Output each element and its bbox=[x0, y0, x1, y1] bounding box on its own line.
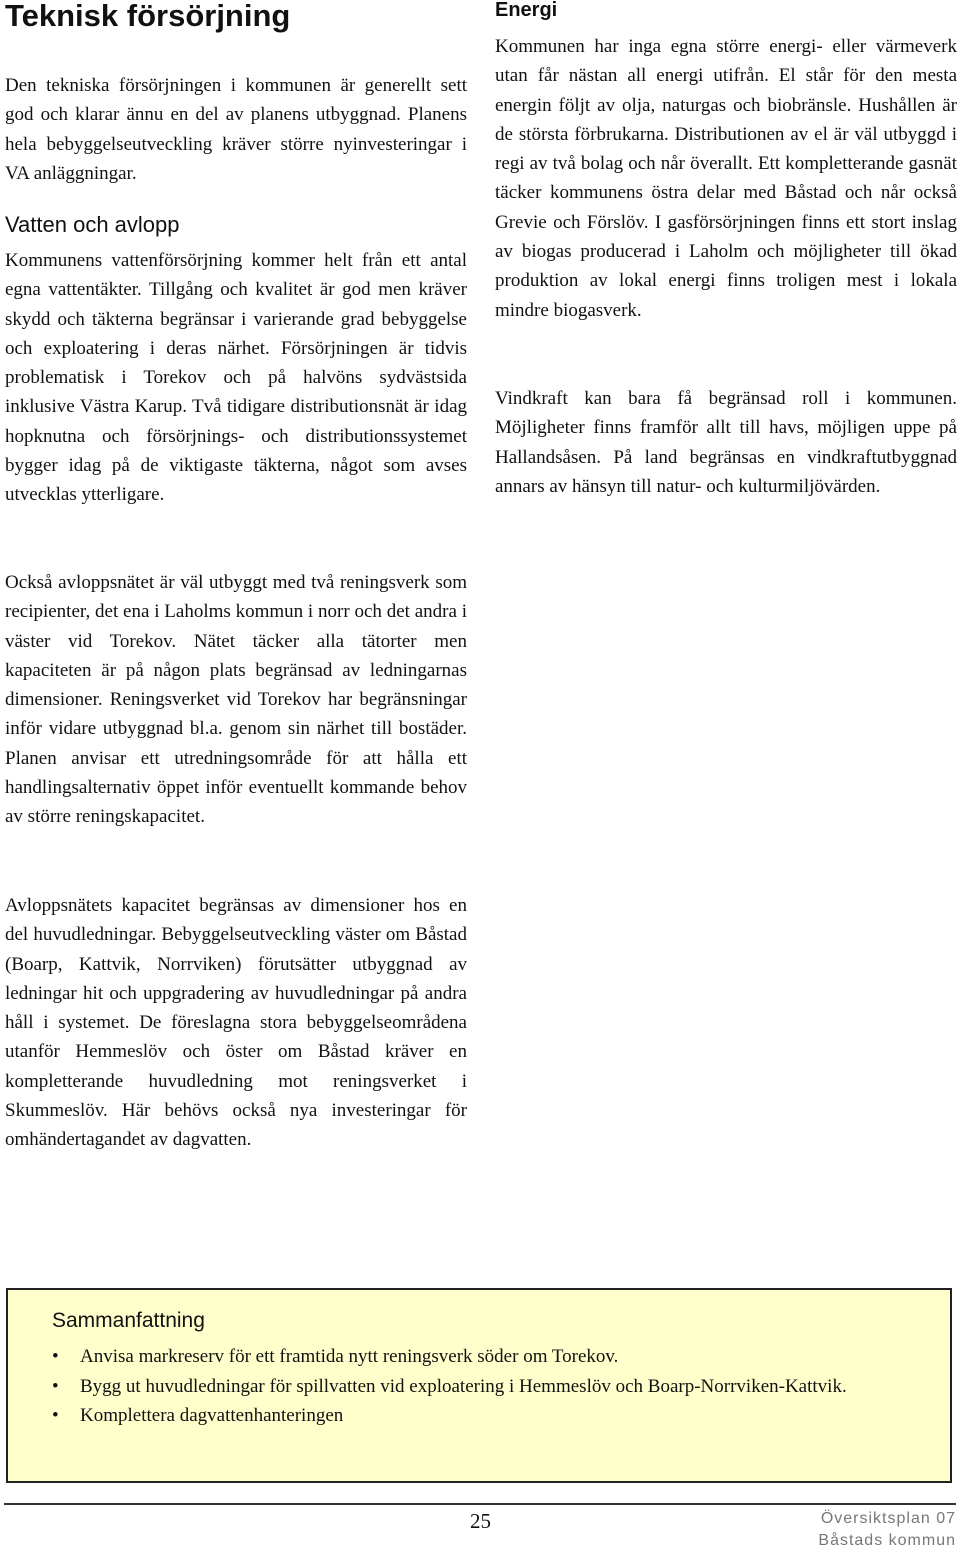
water-paragraph-1: Kommunens vattenförsörjning kommer helt från ett antal egna vattentäkter. Tillgång och kvalitet är god men kräver skydd och täkterna begränsar i varierande grad bebyggelse och exploatering i deras närhet. Försörjningen är tidvis problematisk i Torekov och på halvöns sydvästsida inklusive Västra Karup. Två tidigare distributionsnät är idag hopknutna och försörjnings- och distributionssystemet bygger idag på de viktigaste täkterna, något som avses utvecklas ytterligare. bbox=[5, 250, 467, 506]
bullet-icon: • bbox=[52, 1375, 59, 1397]
summary-item-text: Anvisa markreserv för ett framtida nytt reningsverk söder om Torekov. bbox=[80, 1346, 619, 1367]
summary-title: Sammanfattning bbox=[52, 1309, 205, 1332]
footer-divider bbox=[4, 1503, 956, 1505]
bullet-icon: • bbox=[52, 1405, 59, 1426]
energy-heading: Energi bbox=[495, 0, 558, 21]
footer-publisher: Båstads kommun bbox=[818, 1532, 956, 1549]
summary-box bbox=[6, 1288, 952, 1483]
footer-doc-info bbox=[818, 1508, 956, 1552]
page-number: 25 bbox=[470, 1509, 491, 1533]
summary-item-text: Bygg ut huvudledningar för spillvatten vid exploatering i Hemmeslöv och Boarp-Norrviken-Kattvik. bbox=[80, 1375, 847, 1397]
water-paragraph-2: Också avloppsnätet är väl utbyggt med två reningsverk som recipienter, det ena i Laholms kommun i norr och det andra i väster vid Torekov. Nätet täcker alla tätorter men kapaciteten är på någon plats begränsad av ledningarnas dimensioner. Reningsverket vid Torekov har begränsningar inför vidare utbyggnad bl.a. genom sin närhet till bostäder. Planen anvisar ett utredningsområde för att hålla ett handlingsalternativ öppet inför eventuellt kommande behov av större reningskapacitet. bbox=[5, 572, 467, 828]
summary-item-text: Komplettera dagvattenhanteringen bbox=[80, 1405, 344, 1426]
energy-paragraph-1: Kommunen har inga egna större energi- eller värmeverk utan får nästan all energi utifrån. El står för den mesta energin följt av olja, naturgas och biobränsle. Hushållen är de största förbrukarna. Distributionen av el är väl utbyggd i regi av två bolag och når överallt. Ett kompletterande gasnät täcker kommunens östra delar med Båstad och når också Grevie och Förslöv. I gasförsörjningen finns ett stort inslag av biogas producerad i Laholm och möjligheter till ökad produktion av lokal energi finns troligen mest i lokala mindre biogasverk. bbox=[495, 36, 957, 321]
intro-paragraph: Den tekniska försörjningen i kommunen är generellt sett god och klarar ännu en del av planens utbyggnad. Planens hela bebyggelseutveckling kräver större nyinvesteringar i VA anläggningar. bbox=[5, 75, 467, 184]
page-title: Teknisk försörjning bbox=[5, 0, 291, 33]
footer-doc-title: Översiktsplan 07 bbox=[820, 1510, 956, 1527]
bullet-icon: • bbox=[52, 1346, 59, 1367]
summary-item bbox=[52, 1372, 852, 1402]
energy-paragraph-2: Vindkraft kan bara få begränsad roll i kommunen. Möjligheter finns framför allt till havs, möjligen uppe på Hallandsåsen. På land begränsas en vindkraftutbyggnad annars av hänsyn till natur- och kulturmiljövärden. bbox=[495, 388, 957, 497]
water-heading: Vatten och avlopp bbox=[5, 212, 180, 237]
water-paragraph-3: Avloppsnätets kapacitet begränsas av dimensioner hos en del huvudledningar. Bebyggelseutveckling väster om Båstad (Boarp, Kattvik, Norrviken) förutsätter utbyggnad av ledningar hit och uppgradering av huvudledningar på andra håll i systemet. De föreslagna stora bebyggelseområdena utanför Hemmeslöv och öster om Båstad kräver en kompletterande huvudledning mot reningsverket i Skummeslöv. Här behövs också nya investeringar för omhändertagandet av dagvatten. bbox=[5, 895, 467, 1151]
summary-list bbox=[52, 1342, 852, 1431]
summary-item bbox=[52, 1401, 852, 1431]
summary-item bbox=[52, 1342, 852, 1372]
